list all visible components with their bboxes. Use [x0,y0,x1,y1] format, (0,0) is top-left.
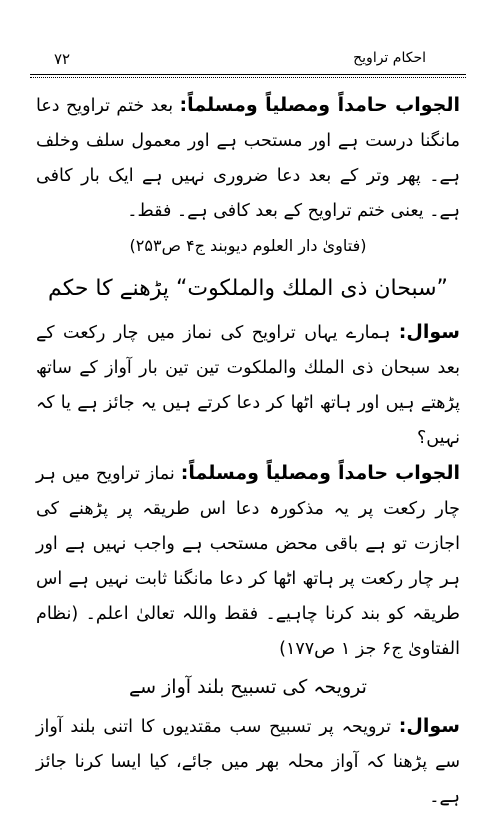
section-heading: ترویحہ کی تسبیح بلند آواز سے [129,676,367,698]
answer-paragraph-2 [36,456,460,667]
section-heading: ”سبحان ذی الملك والملكوت“ پڑھنے کا حکم [48,276,448,301]
answer-text: بعد ختم تراویح دعا مانگنا درست ہے اور مستحب ہے اور معمول سلف وخلف ہے۔ پھر وتر کے بعد دعا ضروری نہیں ہے ایک بار کافی ہے۔ یعنی ختم تراویح کے بعد کافی ہے۔ فقط۔ [36,96,460,221]
question-label: سوال: [398,715,460,737]
answer-text: نماز تراویح میں ہر چار رکعت پر یہ مذکورہ دعا اس طریقہ پر پڑھنے کی اجازت تو ہے باقی محض مستحب ہے واجب نہیں ہے اور ہر چار رکعت پر ہاتھ اٹھا کر دعا مانگنا ثابت نہیں ہے اس طریقہ کو بند کرنا چاہیے۔ فقط واللہ تعالیٰ اعلم۔ (نظام الفتاویٰ ج۶ جز ۱ ص۱۷۷) [36,464,460,659]
header-dotted-rule [30,77,466,78]
page-number: ۷۲ [54,50,71,68]
question-text: ترویحہ پر تسبیح سب مقتدیوں کا اتنی بلند آواز سے پڑھنا کہ آواز محلہ بھر میں جائے، کیا ایسا کرنا جائز ہے۔ [36,717,460,807]
answer-paragraph-1 [36,88,460,229]
question-paragraph-1 [36,315,460,456]
running-title: احکام تراویح [353,50,426,66]
question-text: ہمارے یہاں تراویح کی نماز میں چار رکعت کے بعد سبحان ذی الملك والملكوت تین تین بار آواز کے ساتھ پڑھتے ہیں اور ہاتھ اٹھا کر دعا کرتے ہیں یہ جائز ہے یا کہ نہیں؟ [36,323,460,448]
question-label: سوال: [398,321,460,343]
page-header [30,50,466,72]
reference-citation: (فتاویٰ دار العلوم دیوبند ج۴ ص۲۵۳) [129,236,367,255]
header-rule [30,74,466,75]
question-paragraph-2 [36,709,460,815]
answer-label: الجواب حامداً ومصلیاً ومسلماً: [180,462,460,484]
answer-label: الجواب حامداً ومصلیاً ومسلماً: [179,94,460,116]
page-body [36,88,460,815]
